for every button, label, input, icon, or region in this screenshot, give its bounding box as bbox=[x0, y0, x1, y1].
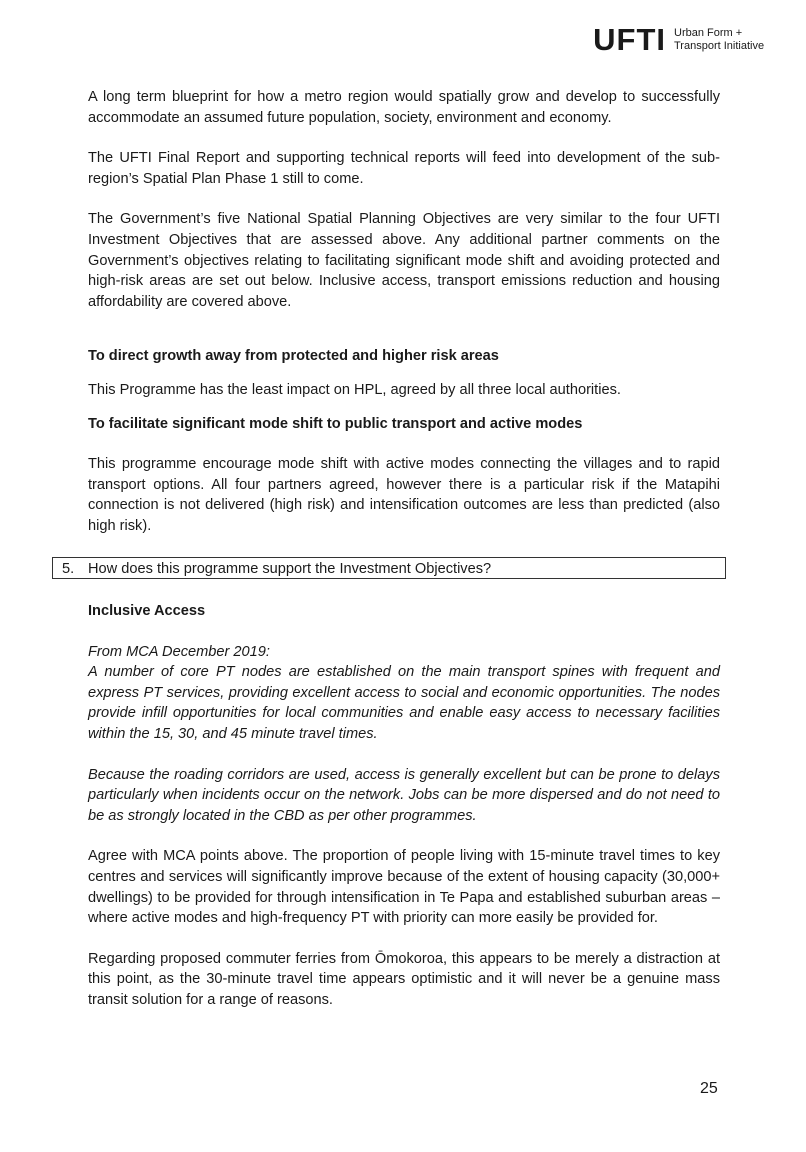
paragraph-hpl: This Programme has the least impact on HPL, agreed by all three local authorities. bbox=[88, 381, 621, 398]
question-text: How does this programme support the Investment Objectives? bbox=[88, 561, 492, 577]
paragraph-mode-shift: This programme encourage mode shift with active modes connecting the villages and to rapid transport options. All four partners agreed, however there is a particular risk if the Matapihi connection is not delivered (high risk) and intensification outcomes are less than predicted (also high risk). bbox=[88, 456, 720, 534]
mca-paragraph-1: A number of core PT nodes are established on the main transport spines with frequent and express PT services, providing excellent access to social and economic opportunities. The nodes provide infill opportunities for local communities and enable easy access to necessary facilities within the 15, 30, and 45 minute travel times. bbox=[88, 664, 720, 742]
paragraph-ferries: Regarding proposed commuter ferries from Ōmokoroa, this appears to be merely a distraction at this point, as the 30-minute travel time appears optimistic and it will never be a genuine mass transit solution for a range of reasons. bbox=[88, 950, 720, 1008]
logo-subtitle bbox=[674, 27, 784, 53]
paragraph-final-report: The UFTI Final Report and supporting technical reports will feed into development of the sub-region’s Spatial Plan Phase 1 still to come. bbox=[88, 150, 720, 187]
question-box bbox=[52, 557, 726, 579]
paragraph-national-objectives: The Government’s five National Spatial Planning Objectives are very similar to the four UFTI Investment Objectives that are assessed above. Any additional partner comments on the Government’s objectives relating to facilitating significant mode shift and avoiding protected and high-risk areas are set out below. Inclusive access, transport emissions reduction and housing affordability are covered above. bbox=[88, 211, 720, 310]
paragraph-agree-mca: Agree with MCA points above. The proportion of people living with 15-minute travel times to key centres and services will significantly improve because of the extent of housing capacity (30,000+ dwellings) to be provided for through intensification in Te Papa and established suburban areas – where active modes and high-frequency PT with priority can more easily be provided for. bbox=[88, 848, 720, 927]
page-number: 25 bbox=[700, 1080, 718, 1097]
mca-label: From MCA December 2019: bbox=[88, 643, 270, 660]
logo-mark: UFTI bbox=[593, 22, 666, 57]
ufti-logo bbox=[484, 20, 784, 60]
heading-inclusive-access: Inclusive Access bbox=[88, 603, 206, 619]
heading-mode-shift: To facilitate significant mode shift to public transport and active modes bbox=[88, 415, 583, 432]
answer-content bbox=[88, 601, 720, 1011]
paragraph-blueprint: A long term blueprint for how a metro region would spatially grow and develop to successfully accommodate an assumed future population, society, environment and economy. bbox=[88, 89, 720, 126]
logo-line-2: Transport Initiative bbox=[674, 40, 765, 52]
upper-content bbox=[88, 87, 720, 537]
mca-paragraph-2: Because the roading corridors are used, access is generally excellent but can be prone to delays particularly when incidents occur on the network. Jobs can be more dispersed and do not need to be as strongly located in the CBD as per other programmes. bbox=[88, 766, 720, 824]
question-number: 5. bbox=[62, 561, 75, 577]
heading-protected-areas: To direct growth away from protected and higher risk areas bbox=[88, 348, 499, 365]
logo-line-1: Urban Form + bbox=[674, 27, 743, 39]
